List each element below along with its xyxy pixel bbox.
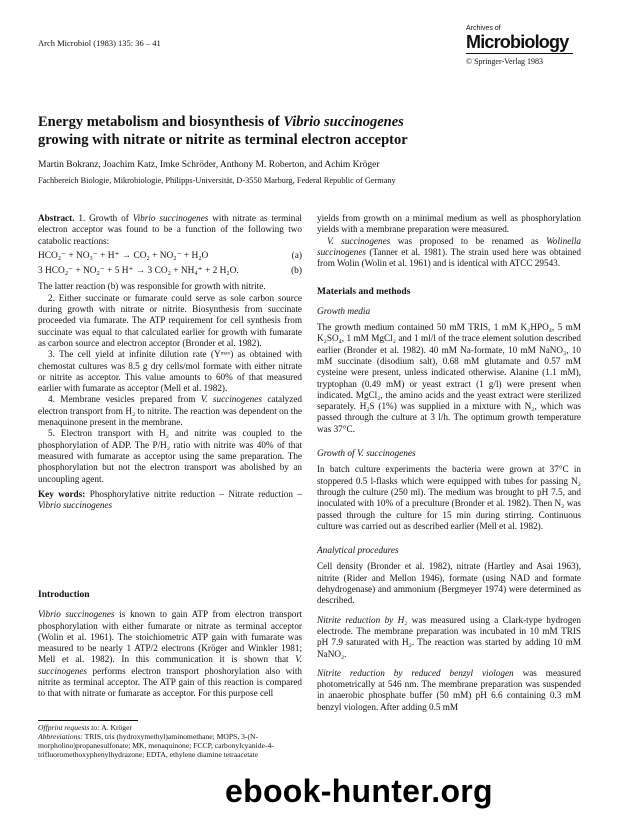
watermark: ebook-hunter.org (225, 773, 493, 809)
growth-media-heading: Growth media (317, 306, 371, 317)
article-title: Energy metabolism and biosynthesis of Vibrio succinogenes growing with nitrate or nitrite as terminal electron acceptor (38, 114, 408, 148)
affiliation: Fachbereich Biologie, Mikrobiologie, Philipps-Universität, D-3550 Marburg, Federal Republic of Germany (38, 176, 396, 185)
keywords: Key words: Phosphorylative nitrite reduction – Nitrate reduction – Vibrio succinogenes (38, 488, 302, 511)
logo-microbiology: Microbiology (466, 32, 569, 52)
introduction-heading: Introduction (38, 590, 90, 600)
introduction: Introduction Vibrio succinogenes is known to gain ATP from electron transport phosphorylation with either fumarate or nitrate as terminal acceptor (Wolin et al. 1961). The stoichiometric ATP gain with fumarate was measured to be nearly 1 ATP/2 electrons (Kröger and Winkler 1981; Mell et al. 1982). In this communication it is shown that V. succinogenes performs electron transport phoshorylation also with nitrite as terminal acceptor. The ATP gain of this reaction is compared to that with nitrate or fumarate as acceptor. For this purpose cell (38, 590, 303, 699)
growth-heading: Growth of V. succinogenes (317, 449, 416, 460)
logo-divider (466, 53, 573, 54)
footnote-divider (38, 720, 138, 721)
logo-archives-of: Archives of (466, 25, 501, 32)
abstract: Abstract. 1. Growth of Vibrio succinogenes with nitrate as terminal electron acceptor was found to be a function of the following two catabolic reactions: HCO₂⁻ + NO₃⁻ + H⁺ → CO₂ + NO₂⁻ + H₂O (a) 3 HCO₂⁻ + NO₂⁻ + 5 H⁺ → 3 CO₂ + NH₄⁺ + 2 H₂O. (b) The latter reaction (b) was responsible for growth with nitrite. 2. Either succinate or fumarate could serve as sole carbon source during growth with nitrate or nitrite. Biosynthesis from succinate proceeded via fumarate. The ATP requirement for cell synthesis from succinate was equal to that calculated earlier for growth with fumarate as carbon source and electron acceptor (Bronder et al. 1982). 3. The cell yield at infinite dilution rate (Yᵐᵃˣ) as obtained with chemostat cultures was 8.5 g dry cells/mol formate with either nitrate or nitrite as acceptor. This value amounts to 60% of that measured earlier with fumarate as acceptor (Mell et al. 1982). 4. Membrane vesicles prepared from V. succinogenes catalyzed electron transport from H₂ to nitrite. The reaction was dependent on the menaquinone present in the membrane. 5. Electron transport with H₂ and nitrite was coupled to the phosphorylation of ADP. The P/H₂ ratio with nitrite was 40% of that measured with fumarate as acceptor using the same preparation. The phosphorylation but not the electron transport was abolished by an uncoupling agent. Key words: Phosphorylative nitrite reduction – Nitrate reduction – Vibrio succinogenes (38, 213, 303, 511)
equation-a: HCO₂⁻ + NO₃⁻ + H⁺ → CO₂ + NO₂⁻ + H₂O (a) (38, 250, 302, 261)
analytical-heading: Analytical procedures (317, 546, 399, 557)
journal-logo (466, 25, 576, 66)
footnote: Offprint requests to: A. Kröger Abbreviations: TRIS, tris (hydroxymethyl)aminomethane; MOPS, 3-(N-morpholino)propanesulfonate; MK, menaquinone; FCCP, carbonylcyanide-4-trifluoromethoxyphenylhydrazone; EDTA, ethylene diamine tetraacetate (38, 723, 274, 759)
right-column: yields from growth on a minimal medium as well as phosphorylation yields with a membrane preparation were measured. V. succinogenes was proposed to be renamed as Wolinella succinogenes (Tanner et al. 1981). The strain used here was obtained from Wolin (Wolin et al. 1961) and is identical with ATCC 29543. Materials and methods Growth media The growth medium contained 50 mM TRIS, 1 mM K₂HPO₄, 5 mM K₂SO₄, 1 mM MgCl₂ and 1 ml/l of the trace element solution described earlier (Bronder et al. 1982). 40 mM Na-formate, 10 mM NaNO₃, 10 mM succinate (disodium salt), 0.68 mM glutamate and 0.57 mM cysteine were present, unless indicated otherwise. Alanine (1.1 mM), tryptophan (0.49 mM) or yeast extract (1 g/l) were present when indicated. MgCl₂, the amino acids and the yeast extract were sterilized separately. H₂S (1%) was supplied in a mixture with N₂, which was passed through the culture at 3 l/h. The optimum growth temperature was 37°C. Growth of V. succinogenes In batch culture experiments the bacteria were grown at 37°C in stoppered 0.5 l-flasks which were equipped with tubes for passing N₂ through the culture (250 ml). The medium was brought to pH 7.5, and inoculated with 10% of a preculture (Bronder et al. 1982). Then N₂ was passed through the culture for 15 min during stirring. Continuous culture was carried out as described earlier (Mell et al. 1982). Analytical procedures Cell density (Bronder et al. 1982), nitrate (Hartley and Asai 1963), nitrite (Rider and Mellon 1946), formate (using NAD and formate dehydrogenase) and ammonium (Bergmeyer 1974) were determined as described. Nitrite reduction by H₂ was measured using a Clark-type hydrogen electrode. The membrane preparation was incubated in 10 mM TRIS pH 7.9 saturated with H₂. The reaction was started by adding 10 mM NaNO₂. Nitrite reduction by reduced benzyl viologen was measured photometrically at 546 nm. The membrane preparation was suspended in anaerobic phosphate buffer (50 mM) pH 6.6 containing 0.3 mM benzyl viologen. After adding 0.5 mM (317, 213, 582, 712)
author-list: Martin Bokranz, Joachim Katz, Imke Schröder, Anthony M. Roberton, and Achim Kröger (38, 160, 380, 170)
copyright-notice: © Springer-Verlag 1983 (466, 57, 544, 66)
journal-citation: Arch Microbiol (1983) 135: 36 – 41 (38, 38, 161, 48)
equation-b: 3 HCO₂⁻ + NO₂⁻ + 5 H⁺ → 3 CO₂ + NH₄⁺ + 2 H₂O. (b) (38, 266, 302, 277)
methods-heading: Materials and methods (317, 287, 411, 298)
